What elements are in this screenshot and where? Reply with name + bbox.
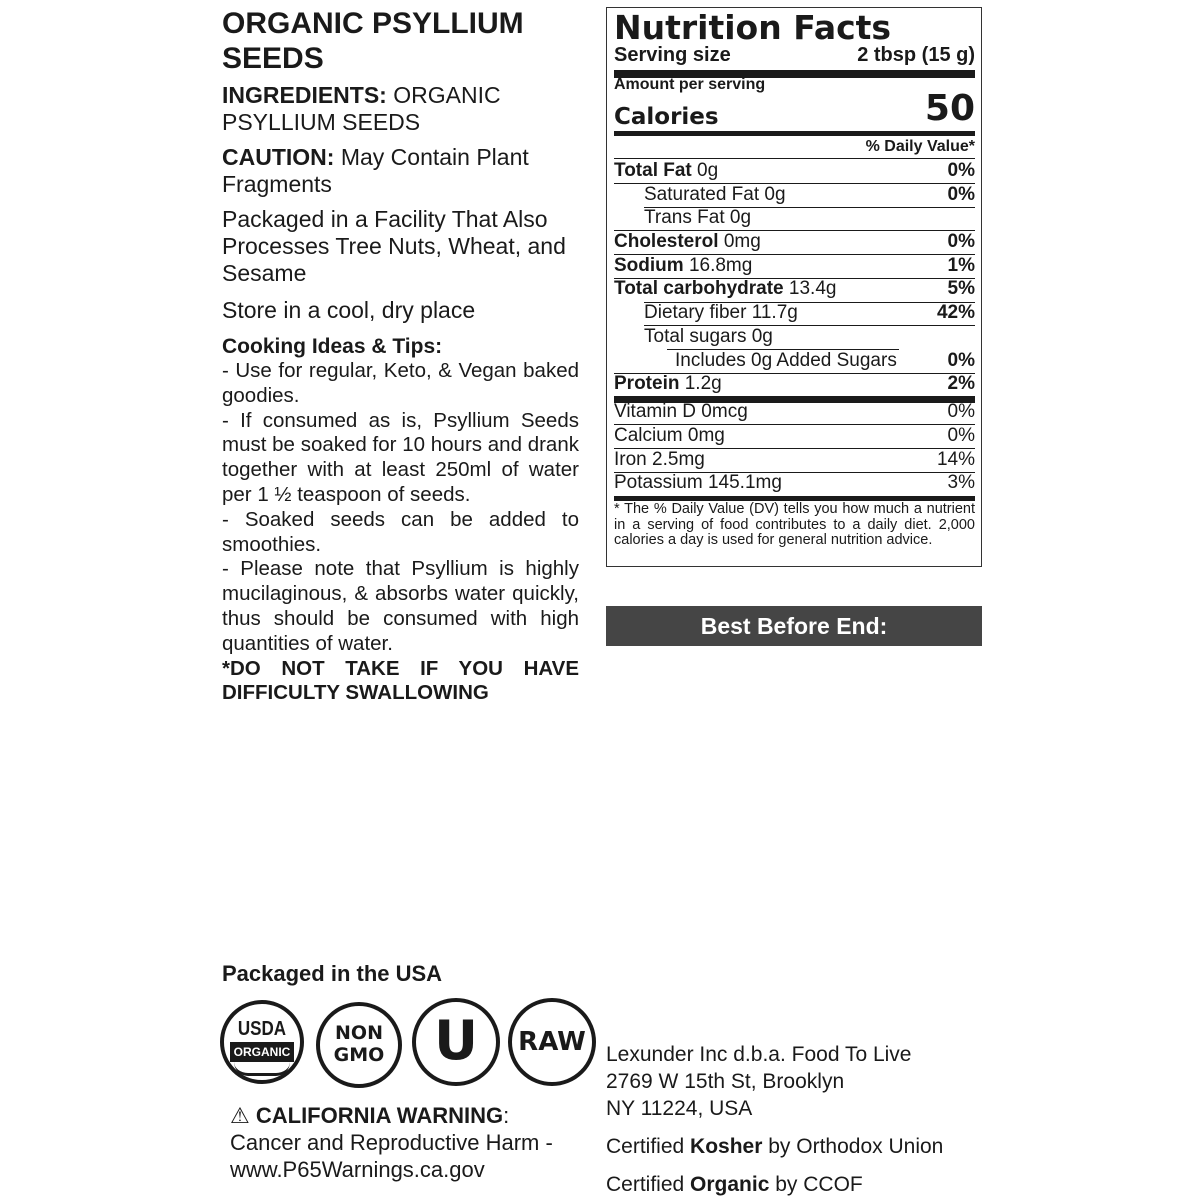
nutrient-amount: 1.2g — [684, 373, 722, 394]
warning-label: CALIFORNIA WARNING — [255, 1103, 504, 1128]
company-name: Lexunder Inc d.b.a. Food To Live — [606, 1043, 912, 1066]
nutrient-row-saturated-fat — [614, 183, 975, 207]
ingredients-text: ORGANIC PSYLLIUM SEEDS — [222, 82, 501, 135]
tip-item: - Please note that Psyllium is highly mucilaginous, & absorbs water quickly, thus should be consumed with high quantities of water. — [222, 557, 579, 655]
product-title-line2: SEEDS — [222, 42, 324, 75]
nutrient-amount: 0g — [764, 184, 786, 205]
nutrient-row-cholesterol — [614, 230, 975, 254]
micro-dv: 3% — [947, 472, 975, 493]
non-text: NON — [335, 1022, 383, 1044]
micro-dv: 0% — [947, 401, 975, 422]
nutrient-dv: 0% — [947, 350, 975, 371]
nutrient-dv: 42% — [936, 302, 975, 323]
product-title-line1: ORGANIC PSYLLIUM — [222, 7, 524, 40]
nutrient-name: Includes 0g Added Sugars — [675, 350, 897, 371]
tip-item: - If consumed as is, Psyllium Seeds must be soaked for 10 hours and drank together with at least 250ml of water per 1 ½ teaspoon of seeds. — [222, 408, 579, 506]
micro-amount: 0mg — [687, 425, 725, 446]
nutrient-amount: 16.8mg — [688, 255, 753, 276]
best-before-banner: Best Before End: — [606, 606, 982, 646]
usda-text: USDA — [237, 1018, 287, 1040]
warning-line2: www.P65Warnings.ca.gov — [230, 1157, 485, 1182]
cert-prefix: Certified — [606, 1135, 685, 1158]
nutrient-name: Dietary fiber — [644, 302, 747, 323]
nutrient-name: Protein — [614, 373, 680, 394]
micro-amount: 145.1mg — [707, 472, 782, 493]
storage-note: Store in a cool, dry place — [222, 297, 476, 323]
usda-organic-seal-icon — [220, 1000, 304, 1084]
nutrient-amount: 13.4g — [788, 278, 837, 299]
tip-item: - Soaked seeds can be added to smoothies. — [222, 507, 579, 556]
calories-value: 50 — [924, 88, 975, 129]
nutrient-row-dietary-fiber — [614, 301, 975, 325]
product-info-column — [222, 6, 579, 706]
nutrient-dv: 0% — [947, 231, 975, 252]
warning-triangle-icon: ⚠ — [230, 1103, 250, 1128]
cert-suffix: by Orthodox Union — [768, 1135, 944, 1158]
nutrient-row-total-fat — [614, 159, 975, 183]
nutrient-amount: 0mg — [723, 231, 761, 252]
nutrient-row-trans-fat — [614, 206, 975, 230]
micro-name: Calcium — [614, 425, 683, 446]
serving-value: 2 tbsp (15 g) — [857, 44, 975, 66]
nutrient-amount: 0g — [697, 160, 719, 181]
cert-suffix: by CCOF — [775, 1173, 863, 1196]
cert-organic-word: Organic — [690, 1173, 770, 1196]
seal-swoosh — [234, 1062, 290, 1076]
nutrient-row-protein — [614, 372, 975, 396]
company-info — [606, 1041, 943, 1198]
nutrient-row-added-sugars — [614, 349, 975, 373]
california-warning — [230, 1102, 553, 1183]
nutrient-dv: 0% — [947, 160, 975, 181]
nutrient-name: Total sugars — [644, 326, 747, 347]
swallowing-warning: *DO NOT TAKE IF YOU HAVE DIFFICULTY SWALLOWING — [222, 656, 579, 705]
gmo-text: GMO — [333, 1044, 385, 1066]
raw-text: RAW — [518, 1027, 586, 1057]
calories-label: Calories — [614, 104, 719, 130]
nutrient-name: Total carbohydrate — [614, 278, 784, 299]
facility-note: Packaged in a Facility That Also Processes Tree Nuts, Wheat, and Sesame — [222, 206, 566, 286]
micro-row-vitamin-d — [614, 400, 975, 424]
caution-text: May Contain Plant Fragments — [222, 144, 529, 197]
serving-size-row — [614, 43, 975, 67]
ou-kosher-icon — [412, 998, 500, 1086]
origin-label: Packaged in the USA — [222, 961, 443, 986]
company-city: NY 11224, USA — [606, 1097, 753, 1120]
nutrient-amount: 11.7g — [751, 302, 798, 323]
nutrient-name: Trans Fat — [644, 207, 725, 228]
serving-label: Serving size — [614, 44, 731, 66]
micro-row-calcium — [614, 424, 975, 448]
non-gmo-icon — [316, 1002, 402, 1088]
ingredients-label: INGREDIENTS: — [222, 82, 387, 108]
nutrient-dv: 1% — [947, 255, 975, 276]
warning-heading — [230, 1102, 553, 1129]
nutrient-row-total-sugars — [614, 325, 975, 349]
organic-band: ORGANIC — [230, 1042, 294, 1062]
nutrition-footnote: * The % Daily Value (DV) tells you how much a nutrient in a serving of food contributes to a daily diet. 2,000 calories a day is used for general nutrition advice. — [614, 501, 975, 548]
nutrition-title: Nutrition Facts — [614, 8, 892, 47]
nutrient-amount: 0g — [751, 326, 773, 347]
nutrient-row-sodium — [614, 254, 975, 278]
nutrient-amount: 0g — [729, 207, 752, 228]
nutrient-dv: 5% — [947, 278, 975, 299]
nutrition-facts-panel — [606, 7, 982, 567]
amount-per-serving: Amount per serving — [614, 76, 766, 93]
calories-row — [614, 88, 975, 134]
tip-item: - Use for regular, Keto, & Vegan baked goodies. — [222, 359, 579, 407]
micro-dv: 0% — [947, 425, 975, 446]
nutrient-name: Saturated Fat — [644, 184, 760, 205]
caution — [222, 144, 579, 198]
raw-icon — [508, 998, 596, 1086]
nutrient-name: Cholesterol — [614, 231, 719, 252]
organic-certification — [606, 1171, 943, 1198]
caution-label: CAUTION: — [222, 144, 335, 170]
micro-dv: 14% — [936, 449, 975, 470]
micro-name: Potassium — [614, 472, 703, 493]
micro-amount: 0mcg — [701, 401, 748, 422]
nutrient-name: Total Fat — [614, 160, 692, 181]
kosher-certification — [606, 1133, 943, 1160]
micro-name: Vitamin D — [614, 401, 697, 422]
warning-colon: : — [503, 1103, 510, 1128]
nutrient-row-total-carbohydrate — [614, 277, 975, 301]
micro-row-potassium — [614, 471, 975, 495]
nutrient-dv: 0% — [947, 184, 975, 205]
nutrient-name: Sodium — [614, 255, 684, 276]
cert-prefix: Certified — [606, 1173, 685, 1196]
micro-row-iron — [614, 448, 975, 472]
company-street: 2769 W 15th St, Brooklyn — [606, 1070, 845, 1093]
tips-title: Cooking Ideas & Tips: — [222, 335, 443, 358]
daily-value-header: % Daily Value* — [865, 138, 975, 155]
nutrient-dv: 2% — [947, 373, 975, 394]
cert-kosher-word: Kosher — [690, 1135, 763, 1158]
micro-amount: 2.5mg — [652, 449, 705, 470]
kosher-u-text: U — [434, 1009, 478, 1072]
warning-line1: Cancer and Reproductive Harm - — [230, 1130, 553, 1155]
micro-name: Iron — [614, 449, 647, 470]
ingredients — [222, 82, 579, 136]
